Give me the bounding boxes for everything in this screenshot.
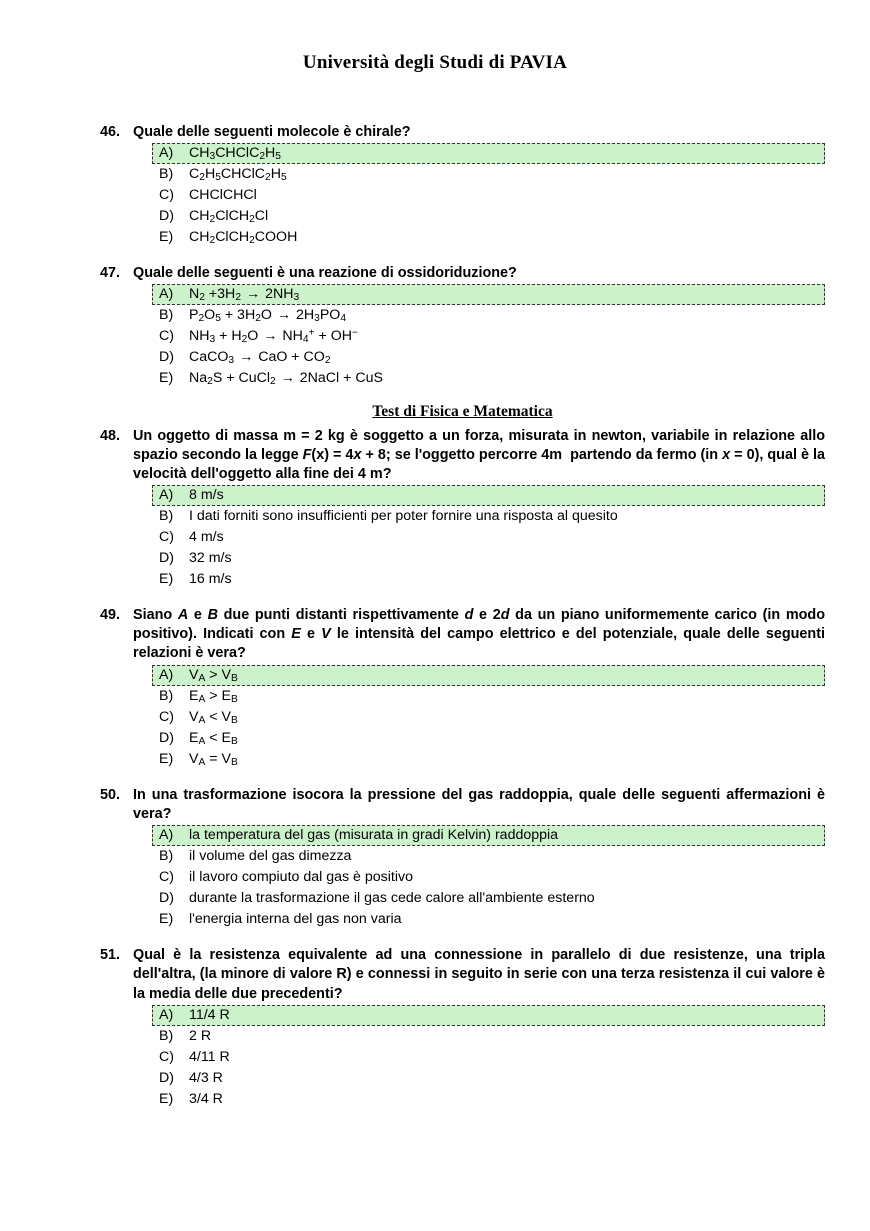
option-text: il lavoro compiuto dal gas è positivo (189, 869, 413, 886)
option-text: $NH_3 + H_2O \to NH_4^+ + OH^-$ (189, 328, 358, 346)
option-row[interactable] (152, 326, 825, 347)
option-text: 11/4 R (189, 1006, 230, 1023)
option-letter: D) (159, 349, 174, 366)
option-text: $E_A > E_B$ (189, 687, 238, 705)
option-letter: B) (159, 508, 174, 525)
option-list (100, 1005, 825, 1110)
option-row[interactable] (152, 506, 825, 527)
option-row[interactable] (152, 164, 825, 185)
option-text: $CH_2ClCH_2Cl$ (189, 208, 269, 226)
option-letter: E) (159, 370, 174, 387)
question-block (100, 123, 825, 248)
option-row[interactable] (152, 185, 825, 206)
option-row[interactable] (152, 1089, 825, 1110)
question-list (0, 74, 870, 1110)
option-row[interactable] (152, 1026, 825, 1047)
question-header (100, 427, 825, 484)
option-letter: D) (159, 550, 174, 567)
option-list (100, 284, 825, 389)
option-letter: A) (159, 666, 174, 683)
option-letter: C) (159, 708, 174, 725)
option-list (100, 485, 825, 590)
question-block (100, 264, 825, 389)
option-row[interactable] (152, 888, 825, 909)
option-row[interactable] (152, 846, 825, 867)
option-letter: D) (159, 890, 174, 907)
option-letter: A) (159, 486, 174, 503)
option-group (152, 1005, 825, 1110)
question-number: 47. (100, 265, 121, 282)
option-list (100, 665, 825, 770)
option-text: 32 m/s (189, 550, 232, 567)
option-row[interactable] (152, 1047, 825, 1068)
option-text: 3/4 R (189, 1090, 223, 1107)
question-block (100, 427, 825, 591)
question-block (100, 606, 825, 770)
option-group (152, 485, 825, 590)
option-letter: C) (159, 869, 174, 886)
option-row-selected[interactable] (152, 485, 825, 506)
option-row-selected[interactable] (152, 665, 825, 686)
option-row[interactable] (152, 548, 825, 569)
question-spacer (100, 590, 825, 606)
option-text: 16 m/s (189, 571, 232, 588)
option-row[interactable] (152, 728, 825, 749)
option-text: 4/3 R (189, 1069, 223, 1086)
option-letter: D) (159, 1069, 174, 1086)
option-row-selected[interactable] (152, 143, 825, 164)
option-group (152, 284, 825, 389)
option-text: $N_2 +3H_2 \to 2NH_3$ (189, 286, 300, 304)
question-header (100, 606, 825, 663)
option-text: $C_2H_5CHClC_2H_5$ (189, 166, 287, 184)
option-text: CaCO$_3$ → CaO + $CO_2$ (189, 349, 331, 367)
option-text: $CH_2ClCH_2COOH$ (189, 229, 298, 247)
question-text: Quale delle seguenti molecole è chirale? (133, 123, 411, 140)
option-text: $V_A = V_B$ (189, 750, 238, 768)
question-number: 49. (100, 607, 121, 624)
question-spacer (100, 248, 825, 264)
option-row[interactable] (152, 909, 825, 930)
option-letter: E) (159, 911, 174, 928)
option-row-selected[interactable] (152, 284, 825, 305)
question-number: 48. (100, 427, 121, 444)
option-letter: C) (159, 187, 174, 204)
question-text: Siano A e B due punti distanti rispettivamente d e 2d da un piano uniformemente carico (in modo positivo). Indicati con E e V le intensità del campo elettrico e del potenziale, quale delle seguenti relazioni è vera? (133, 607, 825, 662)
option-text: 2 R (189, 1027, 212, 1044)
option-text: durante la trasformazione il gas cede calore all'ambiente esterno (189, 890, 595, 907)
option-row-selected[interactable] (152, 825, 825, 846)
page-title: Università degli Studi di PAVIA (302, 52, 568, 73)
option-letter: D) (159, 208, 174, 225)
option-letter: E) (159, 1090, 174, 1107)
option-letter: B) (159, 848, 174, 865)
option-row[interactable] (152, 686, 825, 707)
option-letter: C) (159, 1048, 174, 1065)
question-spacer (100, 770, 825, 786)
option-row[interactable] (152, 347, 825, 368)
question-spacer (100, 930, 825, 946)
option-row-selected[interactable] (152, 1005, 825, 1026)
question-header (100, 786, 825, 824)
option-list (100, 143, 825, 248)
option-row[interactable] (152, 206, 825, 227)
question-text: Quale delle seguenti è una reazione di ossidoriduzione? (133, 265, 517, 282)
option-row[interactable] (152, 749, 825, 770)
option-text: 4 m/s (189, 529, 224, 546)
section-heading: Test di Fisica e Matematica (372, 402, 553, 420)
question-block (100, 786, 825, 930)
question-number: 46. (100, 123, 121, 140)
option-row[interactable] (152, 527, 825, 548)
option-row[interactable] (152, 305, 825, 326)
option-letter: E) (159, 750, 174, 767)
option-group (152, 143, 825, 248)
option-letter: A) (159, 1006, 174, 1023)
question-header (100, 946, 825, 1003)
option-text: CHClCHCl (189, 187, 257, 204)
option-text: I dati forniti sono insufficienti per poter fornire una risposta al quesito (189, 508, 618, 525)
option-text: $P_2O_5 + 3H_2O \to 2H_3PO_4$ (189, 307, 347, 325)
question-text: Qual è la resistenza equivalente ad una connessione in parallelo di due resistenze, una tripla dell'altra, (la minore di valore R) e connessi in seguito in serie con una terza resistenza il cui valore è la media delle due precedenti? (133, 947, 825, 1002)
option-letter: A) (159, 286, 174, 303)
option-text: $E_A < E_B$ (189, 729, 238, 747)
option-letter: E) (159, 229, 174, 246)
option-group (152, 665, 825, 770)
option-letter: B) (159, 1027, 174, 1044)
option-text: 8 m/s (189, 486, 224, 503)
option-row[interactable] (152, 227, 825, 248)
option-letter: A) (159, 145, 174, 162)
option-text: $CH_3CHClC_2H_5$ (189, 145, 281, 163)
option-text: $Na_2S$ + CuCl$_2$ → 2NaCl + CuS (189, 370, 383, 388)
option-letter: B) (159, 307, 174, 324)
option-letter: C) (159, 529, 174, 546)
option-text: l'energia interna del gas non varia (189, 911, 402, 928)
option-text: la temperatura del gas (misurata in gradi Kelvin) raddoppia (189, 827, 559, 844)
option-letter: B) (159, 687, 174, 704)
option-letter: E) (159, 571, 174, 588)
option-row[interactable] (152, 707, 825, 728)
question-number: 51. (100, 947, 121, 964)
option-letter: C) (159, 328, 174, 345)
option-group (152, 825, 825, 930)
question-header (100, 123, 825, 142)
option-letter: B) (159, 166, 174, 183)
option-text: 4/11 R (189, 1048, 230, 1065)
option-letter: D) (159, 729, 174, 746)
option-row[interactable] (152, 569, 825, 590)
question-number: 50. (100, 786, 121, 803)
option-row[interactable] (152, 867, 825, 888)
option-row[interactable] (152, 368, 825, 389)
option-text: il volume del gas dimezza (189, 848, 352, 865)
question-header (100, 264, 825, 283)
option-text: $V_A > V_B$ (189, 666, 238, 684)
option-list (100, 825, 825, 930)
question-text: In una trasformazione isocora la pressione del gas raddoppia, quale delle seguenti affermazioni è vera? (133, 786, 825, 822)
question-block (100, 946, 825, 1110)
option-letter: A) (159, 827, 174, 844)
question-text: Un oggetto di massa m = 2 kg è soggetto a un forza, misurata in newton, variabile in relazione allo spazio secondo la legge F(x) = 4x + 8; se l'oggetto percorre 4m partendo da fermo (in x = 0), qual è la velocità dell'oggetto alla fine dei 4 m? (133, 427, 825, 482)
option-row[interactable] (152, 1068, 825, 1089)
option-text: $V_A < V_B$ (189, 708, 238, 726)
